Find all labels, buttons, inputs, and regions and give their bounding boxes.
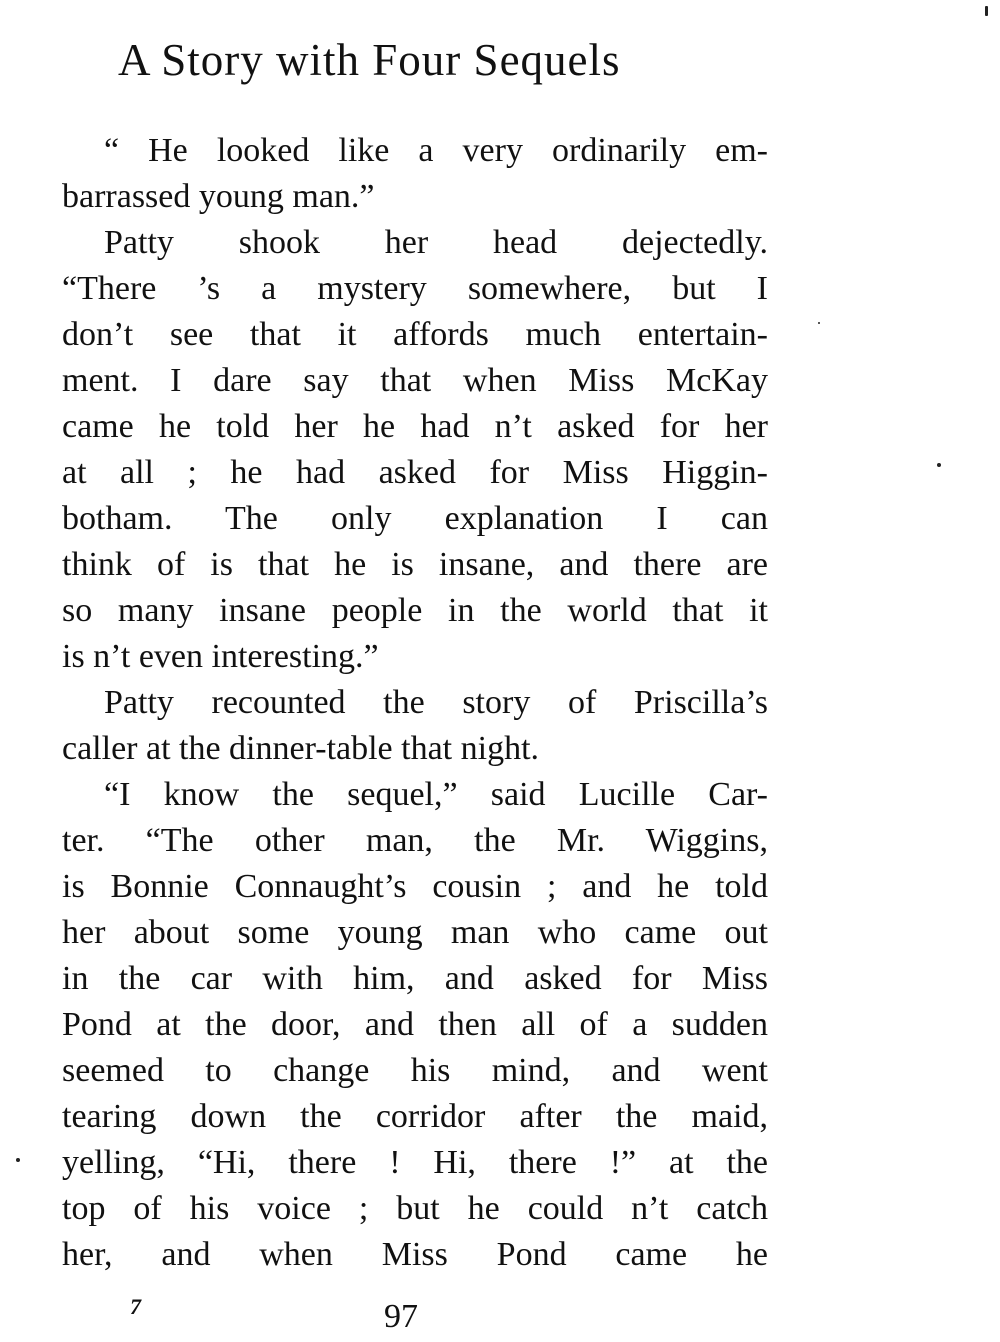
- scan-speck: [985, 6, 988, 16]
- text-line: ment. I dare say that when Miss McKay: [62, 362, 768, 399]
- text-line: her, and when Miss Pond came he: [62, 1236, 768, 1273]
- text-line: think of is that he is insane, and there are: [62, 546, 768, 583]
- text-line: Patty shook her head dejectedly.: [104, 224, 768, 261]
- text-line: Patty recounted the story of Priscilla’s: [104, 684, 768, 721]
- text-line: caller at the dinner-table that night.: [62, 730, 540, 767]
- text-line: is Bonnie Connaught’s cousin ; and he told: [62, 868, 768, 905]
- text-line: top of his voice ; but he could n’t catch: [62, 1190, 768, 1227]
- text-line: came he told her he had n’t asked for her: [62, 408, 768, 445]
- scan-speck: [16, 1158, 20, 1162]
- text-line: Pond at the door, and then all of a sudden: [62, 1006, 768, 1043]
- page-number: 97: [384, 1298, 418, 1335]
- text-line: her about some young man who came out: [62, 914, 768, 951]
- text-line: yelling, “Hi, there ! Hi, there !” at the: [62, 1144, 768, 1181]
- text-line: “I know the sequel,” said Lucille Car-: [104, 776, 768, 813]
- text-line: is n’t even interesting.”: [62, 638, 379, 675]
- text-line: barrassed young man.”: [62, 178, 375, 215]
- scan-speck: [937, 463, 941, 467]
- text-line: “ He looked like a very ordinarily em-: [104, 132, 768, 169]
- scan-speck: [818, 322, 820, 324]
- body-text: [62, 128, 768, 1278]
- signature-mark: 7: [130, 1294, 141, 1319]
- text-line: seemed to change his mind, and went: [62, 1052, 768, 1089]
- text-line: don’t see that it affords much entertain-: [62, 316, 768, 353]
- running-title: A Story with Four Sequels: [118, 35, 621, 85]
- text-line: so many insane people in the world that it: [62, 592, 768, 629]
- text-line: in the car with him, and asked for Miss: [62, 960, 768, 997]
- text-line: tearing down the corridor after the maid,: [62, 1098, 768, 1135]
- text-line: “There ’s a mystery somewhere, but I: [62, 270, 768, 307]
- text-line: at all ; he had asked for Miss Higgin-: [62, 454, 768, 491]
- text-line: botham. The only explanation I can: [62, 500, 768, 537]
- text-line: ter. “The other man, the Mr. Wiggins,: [62, 822, 768, 859]
